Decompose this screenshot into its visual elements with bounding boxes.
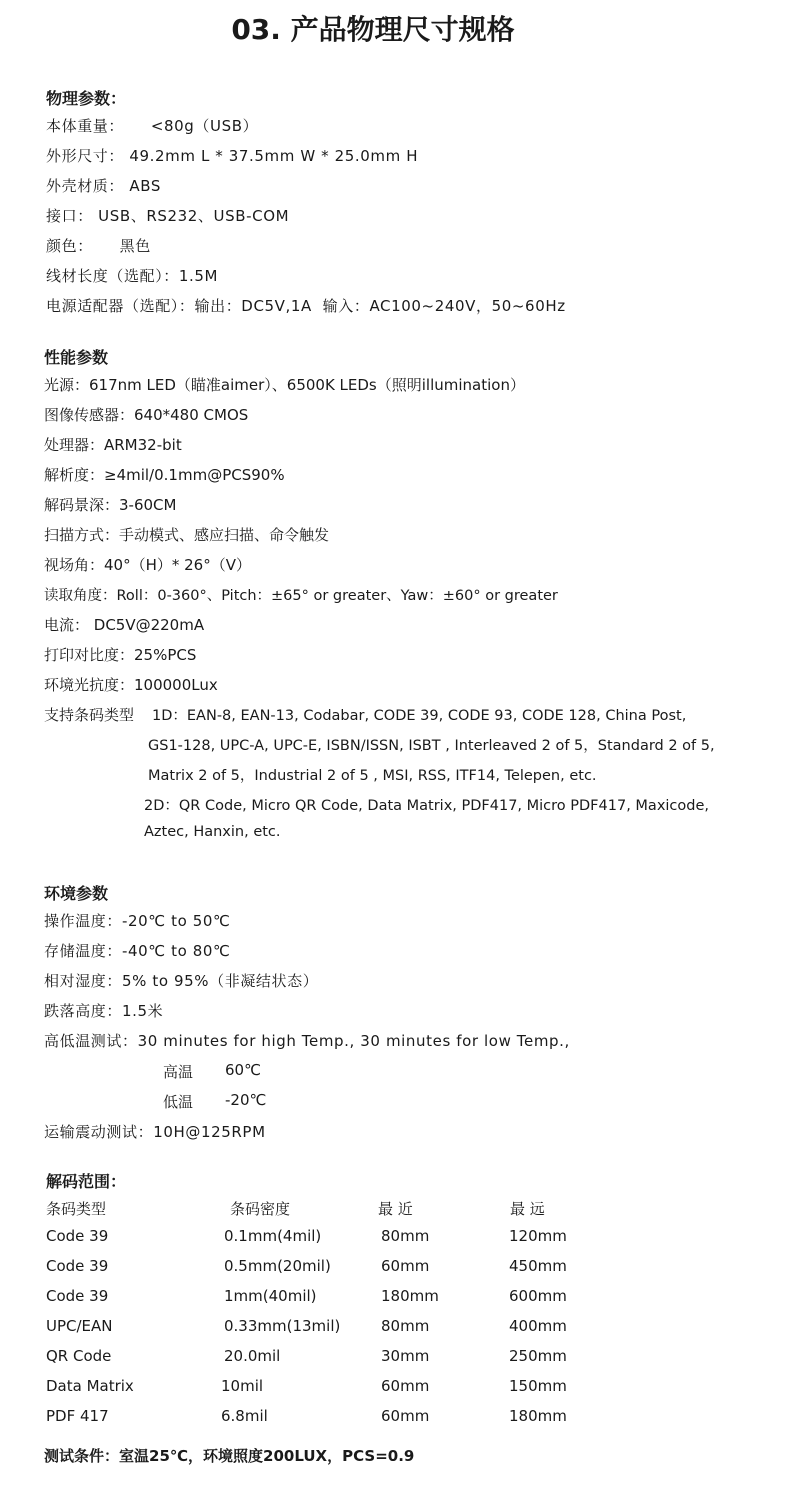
high-temp-label: 高温 — [163, 1063, 194, 1081]
image-sensor-line: 图像传感器：640*480 CMOS — [44, 406, 249, 424]
column-header-density: 条码密度 — [230, 1200, 291, 1218]
cell-type: QR Code — [46, 1347, 112, 1365]
cell-density: 10mil — [221, 1377, 264, 1395]
interface-line: 接口： USB、RS232、USB-COM — [46, 207, 290, 225]
cell-farthest: 120mm — [509, 1227, 567, 1245]
high-temp-value: 60℃ — [225, 1061, 261, 1079]
symbologies-1d-line-3: Matrix 2 of 5，Industrial 2 of 5 , MSI, RSS, ITF14, Telepen, etc. — [148, 768, 597, 784]
cell-density: 0.1mm(4mil) — [224, 1227, 322, 1245]
symbologies-1d-line-2: GS1-128, UPC-A, UPC-E, ISBN/ISSN, ISBT , Interleaved 2 of 5，Standard 2 of 5, — [148, 738, 715, 754]
environment-heading: 环境参数 — [44, 884, 109, 903]
cell-farthest: 600mm — [509, 1287, 567, 1305]
light-source-line: 光源：617nm LED（瞄准aimer）、6500K LEDs（照明illumination） — [44, 376, 525, 394]
operating-temp-line: 操作温度：-20℃ to 50℃ — [44, 912, 231, 930]
page-title: 03. 产品物理尺寸规格 — [231, 13, 515, 46]
cell-type: PDF 417 — [46, 1407, 109, 1425]
resolution-line: 解析度：≥4mil/0.1mm@PCS90% — [44, 466, 285, 484]
cell-type: Data Matrix — [46, 1377, 134, 1395]
symbologies-2d-line-2: Aztec, Hanxin, etc. — [144, 824, 281, 840]
cell-farthest: 250mm — [509, 1347, 567, 1365]
depth-of-field-line: 解码景深：3-60CM — [44, 496, 177, 514]
cell-density: 0.5mm(20mil) — [224, 1257, 331, 1275]
print-contrast-line: 打印对比度：25%PCS — [44, 646, 197, 664]
cell-type: UPC/EAN — [46, 1317, 113, 1335]
dimensions-line: 外形尺寸： 49.2mm L * 37.5mm W * 25.0mm H — [46, 147, 419, 165]
low-temp-label: 低温 — [163, 1093, 194, 1111]
cell-density: 0.33mm(13mil) — [224, 1317, 341, 1335]
test-conditions-note: 测试条件：室温25℃，环境照度200LUX，PCS=0.9 — [44, 1447, 415, 1465]
ambient-light-line: 环境光抗度：100000Lux — [44, 676, 218, 694]
column-header-farthest: 最 远 — [510, 1200, 545, 1218]
cell-nearest: 80mm — [381, 1227, 430, 1245]
symbologies-1d-line-1: 1D：EAN-8, EAN-13, Codabar, CODE 39, CODE 93, CODE 128, China Post, — [152, 708, 687, 724]
processor-line: 处理器：ARM32-bit — [44, 436, 182, 454]
cell-nearest: 80mm — [381, 1317, 430, 1335]
cell-nearest: 30mm — [381, 1347, 430, 1365]
cell-nearest: 60mm — [381, 1257, 430, 1275]
cell-type: Code 39 — [46, 1227, 109, 1245]
color-line: 颜色： 黑色 — [46, 237, 151, 255]
performance-heading: 性能参数 — [44, 348, 109, 367]
cell-nearest: 60mm — [381, 1377, 430, 1395]
material-line: 外壳材质： ABS — [46, 177, 161, 195]
cable-length-line: 线材长度（选配）：1.5M — [46, 267, 219, 285]
power-adapter-line: 电源适配器（选配）：输出：DC5V,1A 输入：AC100~240V，50~60Hz — [46, 297, 566, 315]
cell-farthest: 150mm — [509, 1377, 567, 1395]
column-header-nearest: 最 近 — [378, 1200, 413, 1218]
field-of-view-line: 视场角：40°（H）* 26°（V） — [44, 556, 251, 574]
cell-farthest: 450mm — [509, 1257, 567, 1275]
symbologies-label: 支持条码类型 — [44, 706, 135, 724]
cell-farthest: 180mm — [509, 1407, 567, 1425]
temp-test-line: 高低温测试：30 minutes for high Temp., 30 minutes for low Temp., — [44, 1032, 570, 1050]
vibration-test-line: 运输震动测试：10H@125RPM — [44, 1123, 266, 1141]
scan-mode-line: 扫描方式：手动模式、感应扫描、命令触发 — [44, 526, 330, 544]
cell-farthest: 400mm — [509, 1317, 567, 1335]
current-line: 电流： DC5V@220mA — [44, 616, 205, 634]
low-temp-value: -20℃ — [225, 1091, 267, 1109]
symbologies-2d-line-1: 2D：QR Code, Micro QR Code, Data Matrix, PDF417, Micro PDF417, Maxicode, — [144, 798, 710, 814]
cell-type: Code 39 — [46, 1257, 109, 1275]
physical-heading: 物理参数： — [46, 89, 127, 108]
cell-density: 6.8mil — [221, 1407, 268, 1425]
humidity-line: 相对湿度：5% to 95%（非凝结状态） — [44, 972, 319, 990]
cell-nearest: 180mm — [381, 1287, 439, 1305]
decode-range-heading: 解码范围： — [46, 1172, 127, 1191]
weight-line: 本体重量： <80g（USB） — [46, 117, 259, 135]
cell-density: 20.0mil — [224, 1347, 281, 1365]
cell-nearest: 60mm — [381, 1407, 430, 1425]
cell-density: 1mm(40mil) — [224, 1287, 317, 1305]
column-header-type: 条码类型 — [46, 1200, 107, 1218]
read-angle-line: 读取角度：Roll：0-360°、Pitch：±65° or greater、Yaw：±60° or greater — [44, 588, 558, 604]
drop-height-line: 跌落高度：1.5米 — [44, 1002, 164, 1020]
cell-type: Code 39 — [46, 1287, 109, 1305]
storage-temp-line: 存储温度：-40℃ to 80℃ — [44, 942, 231, 960]
